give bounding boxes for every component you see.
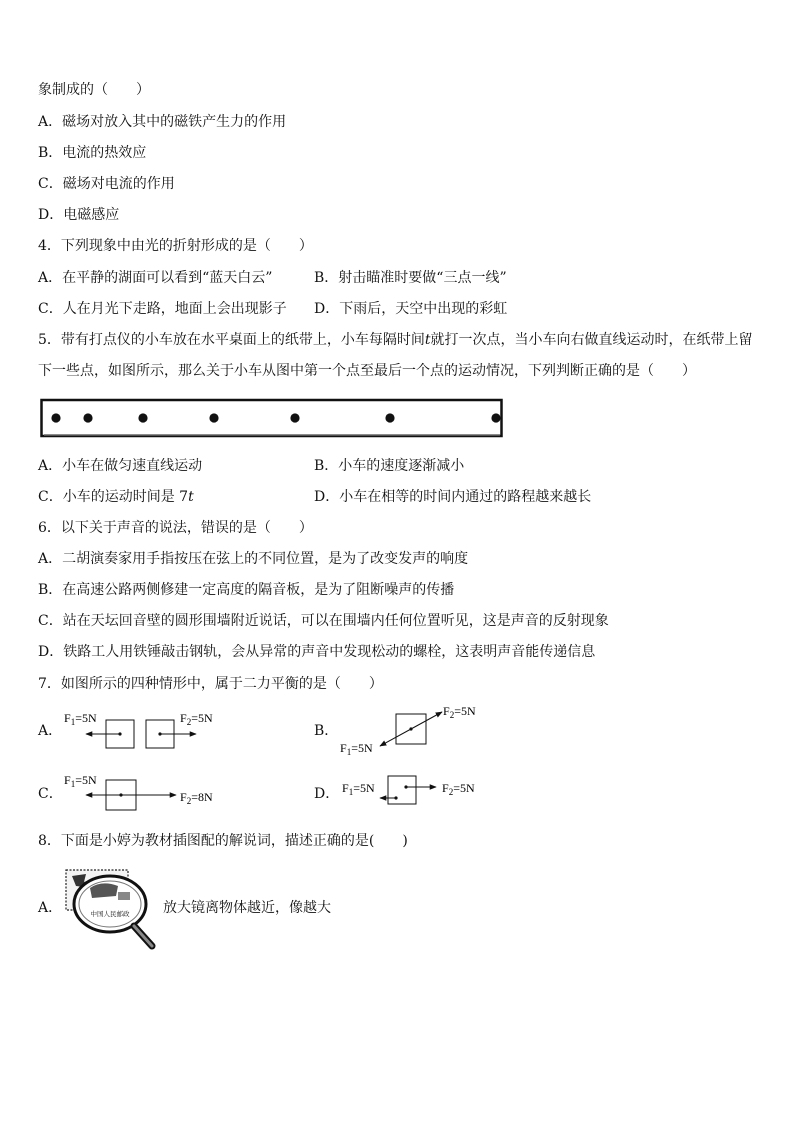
q4-option-d: D．下雨后，天空中出现的彩虹 bbox=[314, 301, 508, 317]
ticker-tape bbox=[42, 400, 502, 436]
q8-option-a-label: A． bbox=[38, 900, 63, 916]
q6-option-a: A．二胡演奏家用手指按压在弦上的不同位置，是为了改变发声的响度 bbox=[38, 551, 469, 567]
q6-option-c: C．站在天坛回音壁的圆形围墙附近说话，可以在围墙内任何位置听见，这是声音的反射现象 bbox=[38, 613, 609, 629]
tape-dot bbox=[385, 413, 394, 422]
block bbox=[388, 776, 416, 804]
q5-stem-post: 就打一次点，当小车向右做直线运动时，在纸带上留 bbox=[430, 332, 753, 348]
magnifier-handle-highlight bbox=[134, 926, 152, 946]
q3-stem-tail: 象制成的（ ） bbox=[38, 82, 150, 98]
q7-label-c: C． bbox=[38, 786, 63, 802]
force-label-f1: $F_1=5N$ bbox=[340, 741, 373, 757]
magnified-stamp-block bbox=[118, 892, 130, 900]
q8-option-a-caption: 放大镜离物体越近，像越大 bbox=[163, 900, 331, 916]
q5-option-c-var: t bbox=[188, 489, 194, 505]
force-diagram-d bbox=[340, 772, 490, 812]
tape-dot bbox=[290, 413, 299, 422]
q7-label-d: D． bbox=[314, 786, 340, 802]
q5-option-d: D．小车在相等的时间内通过的路程越来越长 bbox=[314, 489, 592, 505]
q6-stem: 6．以下关于声音的说法，错误的是（ ） bbox=[38, 520, 313, 536]
q5-stem-var: t bbox=[424, 332, 431, 348]
force-diagram-a bbox=[60, 706, 225, 756]
magnifier-stamp-illustration bbox=[62, 866, 158, 952]
force-diagram-c bbox=[60, 770, 230, 814]
q4-option-c: C．人在月光下走路，地面上会出现影子 bbox=[38, 301, 287, 317]
q7-stem: 7．如图所示的四种情形中，属于二力平衡的是（ ） bbox=[38, 676, 383, 692]
force-label-f1: $F_1=5N$ bbox=[64, 711, 97, 727]
force-label-f2: $F_2=5N$ bbox=[442, 781, 475, 797]
q6-option-d: D．铁路工人用铁锤敲击钢轨，会从异常的声音中发现松动的螺栓，这表明声音能传递信息 bbox=[38, 644, 596, 660]
q7-label-b: B． bbox=[314, 723, 339, 739]
q3-option-b: B．电流的热效应 bbox=[38, 145, 147, 161]
q4-option-a: A．在平静的湖面可以看到“蓝天白云” bbox=[38, 270, 273, 286]
tape-dot bbox=[209, 413, 218, 422]
q6-option-b: B．在高速公路两侧修建一定高度的隔音板，是为了阻断噪声的传播 bbox=[38, 582, 455, 598]
force-diagram-b bbox=[338, 700, 488, 762]
q3-option-a: A．磁场对放入其中的磁铁产生力的作用 bbox=[38, 114, 287, 130]
q3-option-c: C．磁场对电流的作用 bbox=[38, 176, 175, 192]
q4-stem: 4．下列现象中由光的折射形成的是（ ） bbox=[38, 238, 313, 254]
q4-option-b: B．射击瞄准时要做“三点一线” bbox=[314, 270, 507, 286]
q5-stem-line1 bbox=[38, 330, 753, 350]
q5-option-c-text: C．小车的运动时间是 7 bbox=[38, 489, 189, 505]
q7-label-a: A． bbox=[38, 723, 63, 739]
force-label-f2: $F_2=5N$ bbox=[443, 704, 476, 720]
tape-dot bbox=[83, 413, 92, 422]
tape-dot bbox=[491, 413, 500, 422]
q5-stem-pre: 5．带有打点仪的小车放在水平桌面上的纸带上，小车每隔时间 bbox=[38, 332, 425, 348]
q8-stem: 8．下面是小婷为教材插图配的解说词，描述正确的是( ) bbox=[38, 833, 408, 849]
force-label-f2: $F_2=8N$ bbox=[180, 790, 213, 806]
force-label-f1: $F_1=5N$ bbox=[64, 773, 97, 789]
q5-stem-line2: 下一些点，如图所示，那么关于小车从图中第一个点至最后一个点的运动情况，下列判断正确的是（ ） bbox=[38, 363, 696, 379]
q5-option-c bbox=[38, 487, 194, 507]
q5-option-a: A．小车在做匀速直线运动 bbox=[38, 458, 203, 474]
ticker-tape-figure bbox=[40, 398, 504, 440]
tape-dot bbox=[138, 413, 147, 422]
force-label-f1: $F_1=5N$ bbox=[342, 781, 375, 797]
stamp-text: 中国人民邮政 bbox=[90, 910, 130, 918]
q5-option-b: B．小车的速度逐渐减小 bbox=[314, 458, 465, 474]
force-label-f2: $F_2=5N$ bbox=[180, 711, 213, 727]
tape-dot bbox=[51, 413, 60, 422]
q3-option-d: D．电磁感应 bbox=[38, 207, 120, 223]
